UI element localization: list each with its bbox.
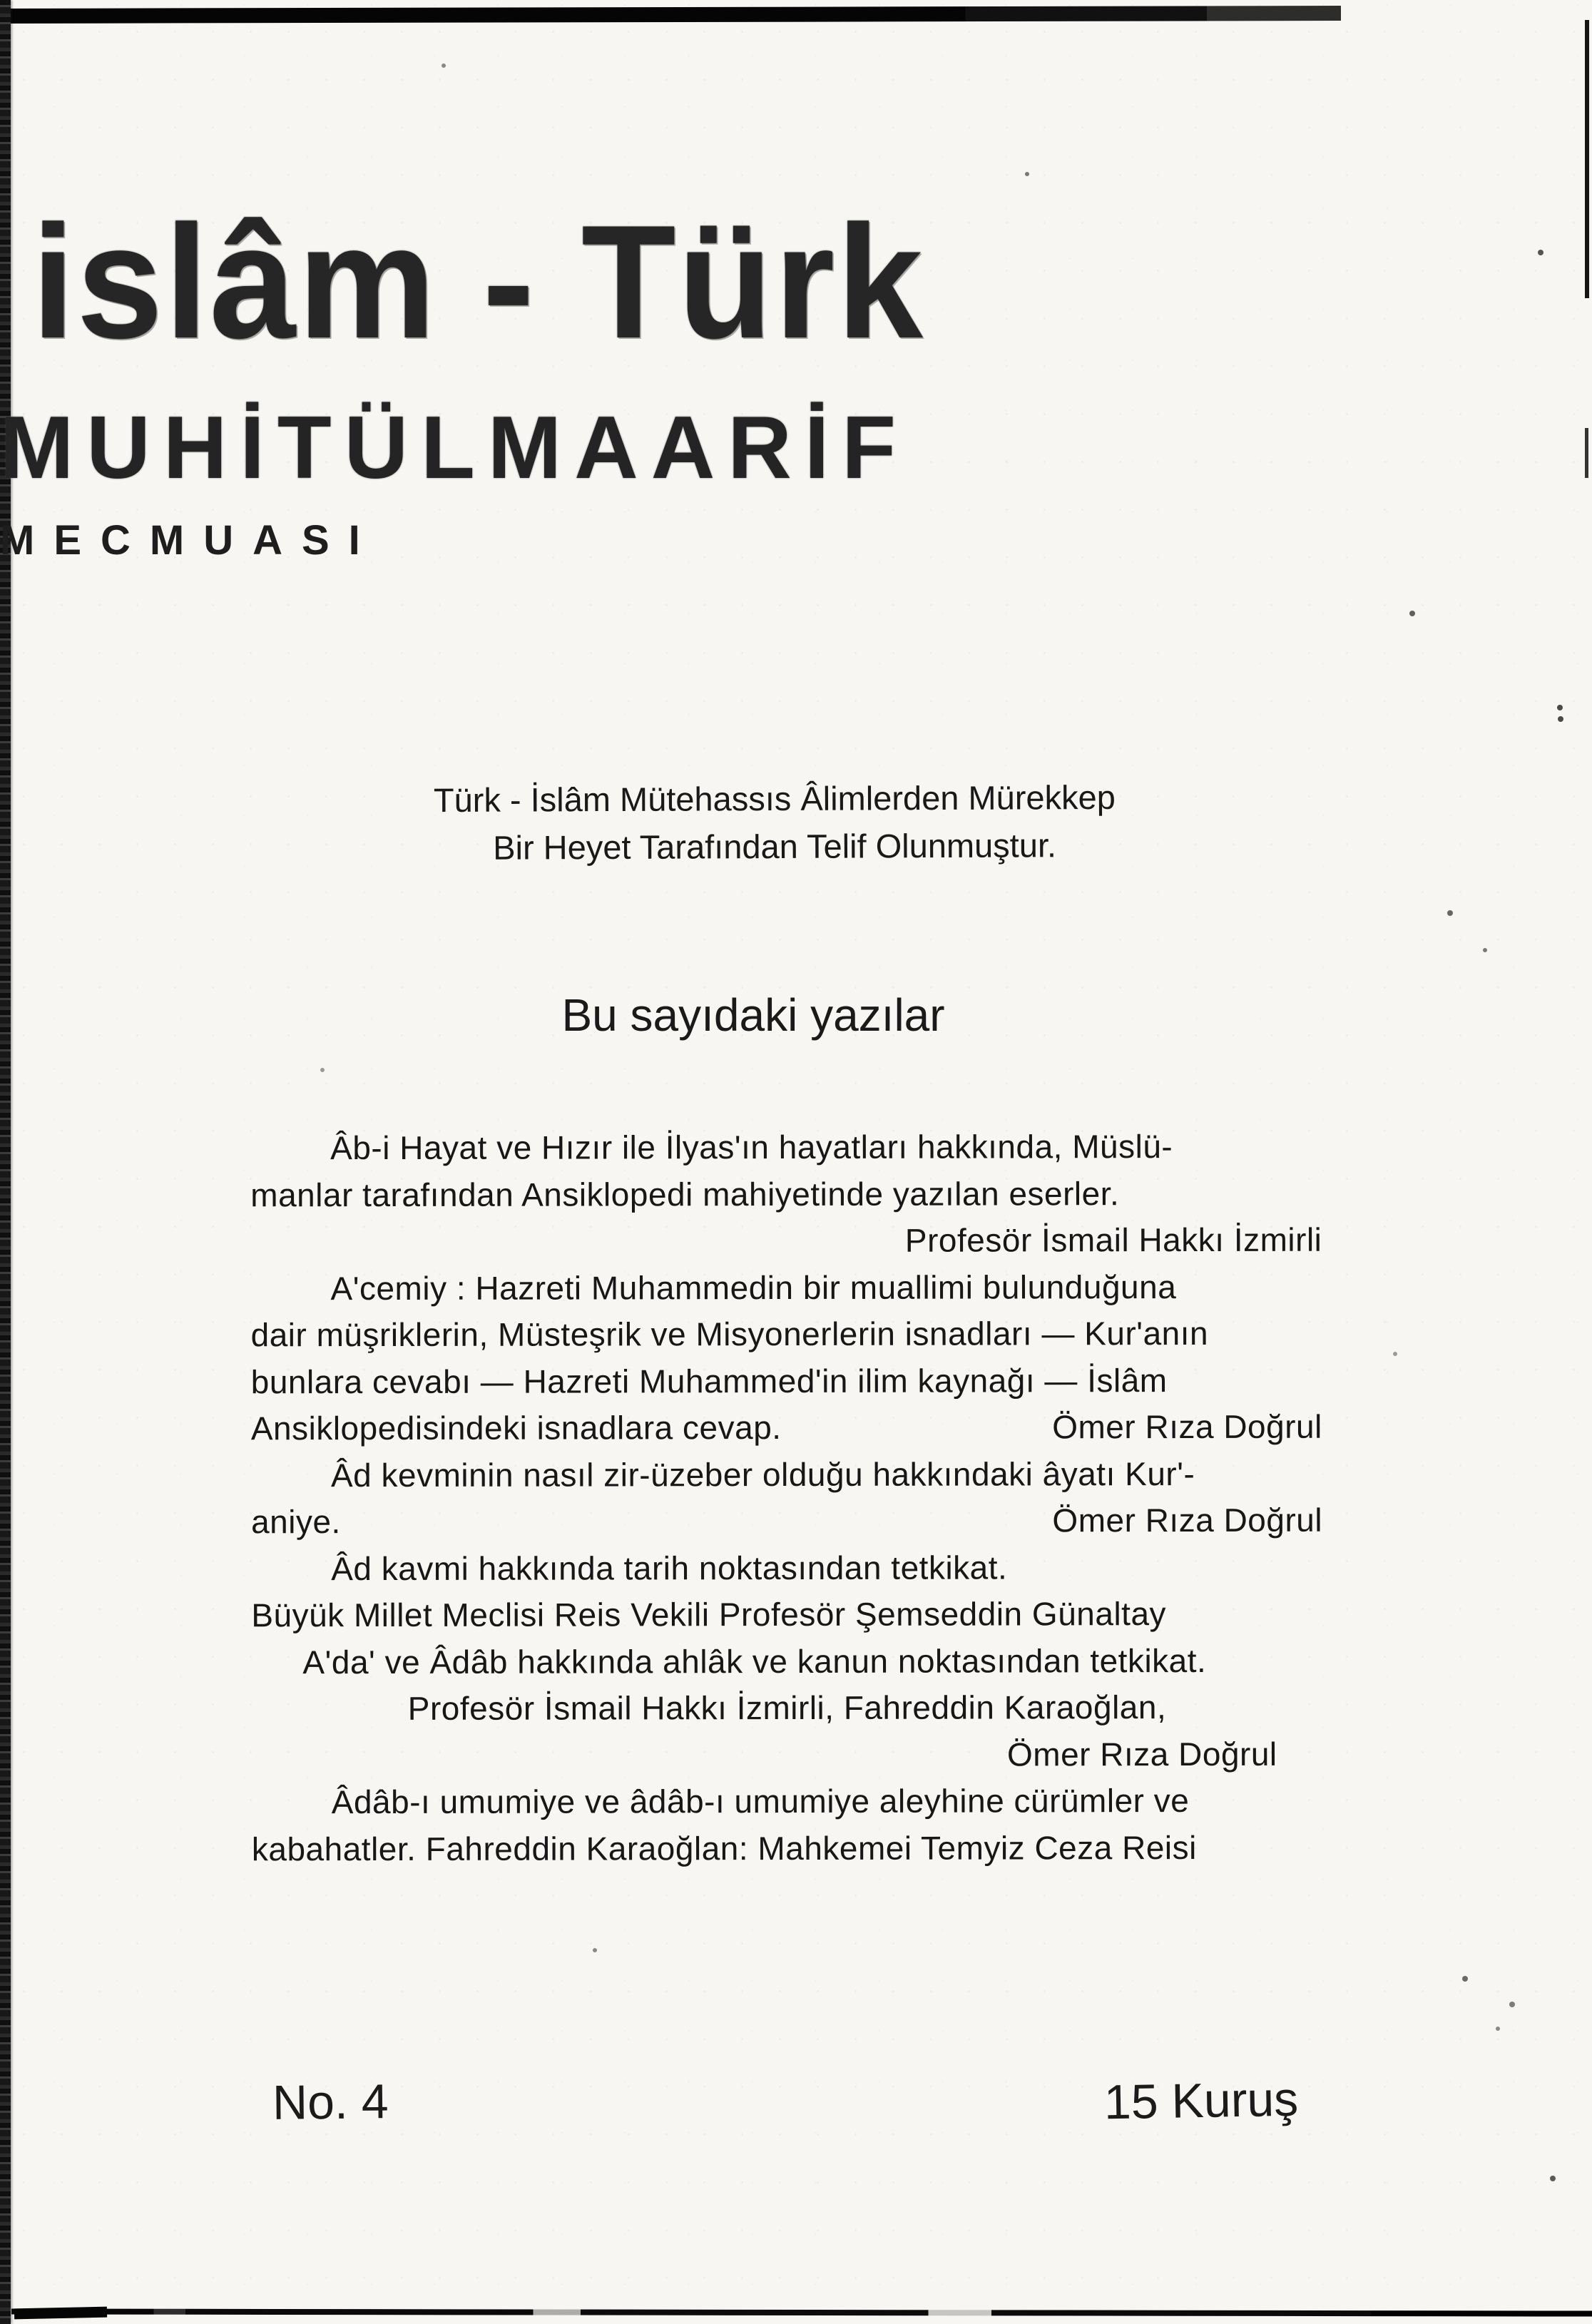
byline-line-1: Türk - İslâm Mütehassıs Âlimlerden Mürekkep: [433, 778, 1116, 820]
scan-edge-top: [0, 6, 1341, 24]
toc-author: Ömer Rıza Doğrul: [1052, 1501, 1323, 1539]
scan-edge-right-mark: [1585, 428, 1588, 478]
toc-line: Âb-i Hayat ve Hızır ile İlyas'ın hayatları hakkında, Müslü-: [330, 1128, 1173, 1167]
byline-line-2: Bir Heyet Tarafından Telif Olunmuştur.: [493, 826, 1057, 867]
toc-author: Profesör İsmail Hakkı İzmirli: [904, 1220, 1322, 1259]
contents-heading: Bu sayıdaki yazılar: [561, 989, 945, 1041]
toc-line: [251, 1497, 1322, 1546]
issue-number: No. 4: [272, 2074, 389, 2130]
toc-line: dair müşriklerin, Müsteşrik ve Misyonerlerin isnadları — Kur'anın: [250, 1314, 1209, 1354]
toc-line: Âd kavmi hakkında tarih noktasından tetkikat.: [331, 1548, 1008, 1587]
scan-edge-right: [1585, 20, 1589, 298]
byline: [0, 771, 1549, 873]
toc-line: Âd kevminin nasıl zir-üzeber olduğu hakkındaki âyatı Kur'-: [330, 1454, 1195, 1494]
toc-line: bunlara cevabı — Hazreti Muhammed'in ilim kaynağı — İslâm: [250, 1361, 1168, 1400]
toc-line: Büyük Millet Meclisi Reis Vekili Profesör Şemseddin Günaltay: [251, 1595, 1167, 1634]
magazine-title: islâm - Türk: [31, 191, 925, 372]
toc-line-text: aniye.: [251, 1503, 341, 1541]
toc-line: [251, 1404, 1322, 1452]
toc-line: A'cemiy : Hazreti Muhammedin bir muallimi bulunduğuna: [330, 1268, 1177, 1307]
scan-edge-bottom-blob: [14, 2307, 107, 2320]
magazine-subtitle: MUHİTÜLMAARİF: [0, 399, 909, 497]
toc-line: kabahatler. Fahreddin Karaoğlan: Mahkemei Temyiz Ceza Reisi: [251, 1828, 1197, 1867]
contents-list: [250, 1123, 1323, 1873]
toc-line: Profesör İsmail Hakkı İzmirli, Fahreddin Karaoğlan,: [407, 1688, 1167, 1727]
toc-line-text: Ansiklopedisindeki isnadlara cevap.: [250, 1409, 782, 1447]
scan-edge-left: [0, 0, 11, 2324]
toc-author: Ömer Rıza Doğrul: [1052, 1407, 1322, 1446]
toc-author: Ömer Rıza Doğrul: [1006, 1735, 1277, 1773]
toc-line: Âdâb-ı umumiye ve âdâb-ı umumiye aleyhine cürümler ve: [331, 1782, 1190, 1821]
scan-edge-bottom: [11, 2308, 1592, 2316]
toc-line: manlar tarafından Ansiklopedi mahiyetinde yazılan eserler.: [250, 1174, 1120, 1213]
toc-line: A'da' ve Âdâb hakkında ahlâk ve kanun noktasından tetkikat.: [302, 1641, 1207, 1681]
price: 15 Kuruş: [1103, 2071, 1299, 2130]
magazine-series-label: MECMUASI: [0, 517, 379, 564]
